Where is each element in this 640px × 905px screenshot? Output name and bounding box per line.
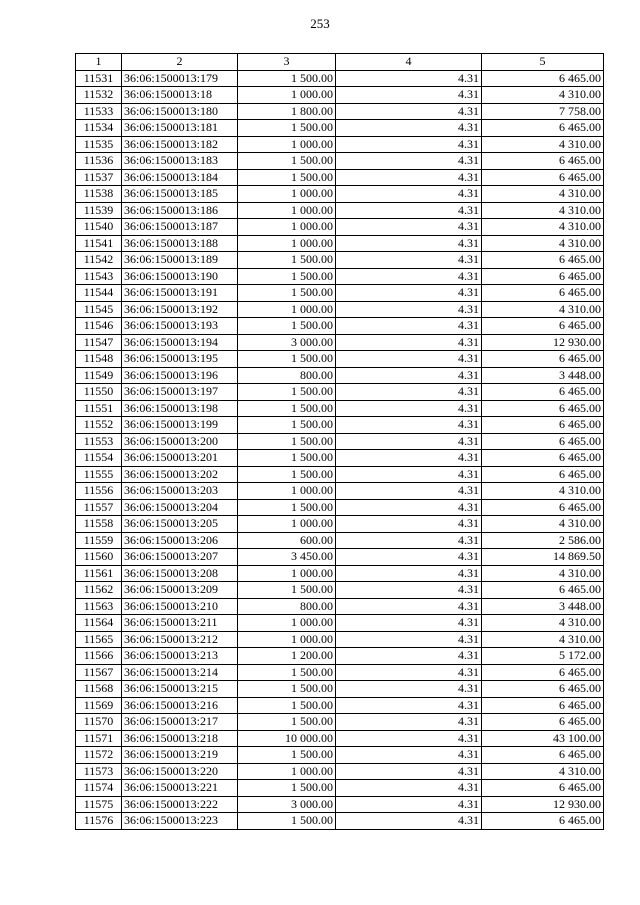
value-cell: 6 465.00 xyxy=(482,681,604,698)
cadastral-number-cell: 36:06:1500013:179 xyxy=(122,70,238,87)
row-number-cell: 11553 xyxy=(76,433,122,450)
row-number-cell: 11535 xyxy=(76,136,122,153)
rate-cell: 4.31 xyxy=(336,136,482,153)
value-cell: 6 465.00 xyxy=(482,664,604,681)
rate-cell: 4.31 xyxy=(336,549,482,566)
row-number-cell: 11547 xyxy=(76,334,122,351)
rate-cell: 4.31 xyxy=(336,516,482,533)
table-row xyxy=(76,334,604,351)
row-number-cell: 11560 xyxy=(76,549,122,566)
value-cell: 6 465.00 xyxy=(482,417,604,434)
rate-cell: 4.31 xyxy=(336,351,482,368)
cadastral-number-cell: 36:06:1500013:196 xyxy=(122,367,238,384)
table-row xyxy=(76,351,604,368)
table-row xyxy=(76,763,604,780)
area-cell: 1 500.00 xyxy=(238,70,336,87)
rate-cell: 4.31 xyxy=(336,268,482,285)
cadastral-number-cell: 36:06:1500013:222 xyxy=(122,796,238,813)
rate-cell: 4.31 xyxy=(336,433,482,450)
table-row xyxy=(76,681,604,698)
value-cell: 4 310.00 xyxy=(482,301,604,318)
rate-cell: 4.31 xyxy=(336,631,482,648)
table-row xyxy=(76,598,604,615)
table-row xyxy=(76,202,604,219)
row-number-cell: 11548 xyxy=(76,351,122,368)
table-row xyxy=(76,780,604,797)
rate-cell: 4.31 xyxy=(336,664,482,681)
row-number-cell: 11559 xyxy=(76,532,122,549)
cadastral-number-cell: 36:06:1500013:206 xyxy=(122,532,238,549)
row-number-cell: 11572 xyxy=(76,747,122,764)
area-cell: 1 500.00 xyxy=(238,384,336,401)
cadastral-number-cell: 36:06:1500013:202 xyxy=(122,466,238,483)
cadastral-number-cell: 36:06:1500013:219 xyxy=(122,747,238,764)
area-cell: 1 500.00 xyxy=(238,714,336,731)
rate-cell: 4.31 xyxy=(336,169,482,186)
cadastral-number-cell: 36:06:1500013:183 xyxy=(122,153,238,170)
area-cell: 3 000.00 xyxy=(238,334,336,351)
row-number-cell: 11546 xyxy=(76,318,122,335)
table-row xyxy=(76,813,604,830)
value-cell: 7 758.00 xyxy=(482,103,604,120)
area-cell: 1 000.00 xyxy=(238,763,336,780)
cadastral-number-cell: 36:06:1500013:186 xyxy=(122,202,238,219)
row-number-cell: 11543 xyxy=(76,268,122,285)
value-cell: 6 465.00 xyxy=(482,285,604,302)
rate-cell: 4.31 xyxy=(336,697,482,714)
rate-cell: 4.31 xyxy=(336,466,482,483)
value-cell: 4 310.00 xyxy=(482,219,604,236)
value-cell: 6 465.00 xyxy=(482,450,604,467)
cadastral-number-cell: 36:06:1500013:185 xyxy=(122,186,238,203)
area-cell: 1 500.00 xyxy=(238,417,336,434)
column-header: 4 xyxy=(336,54,482,71)
value-cell: 4 310.00 xyxy=(482,631,604,648)
area-cell: 1 500.00 xyxy=(238,252,336,269)
value-cell: 12 930.00 xyxy=(482,334,604,351)
rate-cell: 4.31 xyxy=(336,235,482,252)
table-row xyxy=(76,384,604,401)
area-cell: 1 500.00 xyxy=(238,466,336,483)
row-number-cell: 11562 xyxy=(76,582,122,599)
area-cell: 800.00 xyxy=(238,367,336,384)
value-cell: 6 465.00 xyxy=(482,499,604,516)
rate-cell: 4.31 xyxy=(336,384,482,401)
table-row xyxy=(76,714,604,731)
row-number-cell: 11558 xyxy=(76,516,122,533)
area-cell: 1 000.00 xyxy=(238,483,336,500)
cadastral-number-cell: 36:06:1500013:217 xyxy=(122,714,238,731)
rate-cell: 4.31 xyxy=(336,285,482,302)
table-row xyxy=(76,417,604,434)
area-cell: 1 000.00 xyxy=(238,136,336,153)
cadastral-number-cell: 36:06:1500013:187 xyxy=(122,219,238,236)
table-row xyxy=(76,747,604,764)
table-row xyxy=(76,252,604,269)
value-cell: 4 310.00 xyxy=(482,235,604,252)
table-row xyxy=(76,615,604,632)
cadastral-number-cell: 36:06:1500013:223 xyxy=(122,813,238,830)
area-cell: 1 000.00 xyxy=(238,301,336,318)
cadastral-number-cell: 36:06:1500013:220 xyxy=(122,763,238,780)
cadastral-number-cell: 36:06:1500013:193 xyxy=(122,318,238,335)
row-number-cell: 11557 xyxy=(76,499,122,516)
table-row xyxy=(76,664,604,681)
area-cell: 1 500.00 xyxy=(238,433,336,450)
area-cell: 1 000.00 xyxy=(238,202,336,219)
value-cell: 6 465.00 xyxy=(482,252,604,269)
cadastral-number-cell: 36:06:1500013:218 xyxy=(122,730,238,747)
value-cell: 4 310.00 xyxy=(482,202,604,219)
value-cell: 6 465.00 xyxy=(482,318,604,335)
cadastral-number-cell: 36:06:1500013:210 xyxy=(122,598,238,615)
rate-cell: 4.31 xyxy=(336,400,482,417)
rate-cell: 4.31 xyxy=(336,780,482,797)
table-row xyxy=(76,796,604,813)
area-cell: 1 000.00 xyxy=(238,235,336,252)
cadastral-number-cell: 36:06:1500013:181 xyxy=(122,120,238,137)
area-cell: 1 000.00 xyxy=(238,219,336,236)
value-cell: 4 310.00 xyxy=(482,87,604,104)
rate-cell: 4.31 xyxy=(336,153,482,170)
cadastral-number-cell: 36:06:1500013:18 xyxy=(122,87,238,104)
rate-cell: 4.31 xyxy=(336,301,482,318)
value-cell: 6 465.00 xyxy=(482,384,604,401)
cadastral-number-cell: 36:06:1500013:198 xyxy=(122,400,238,417)
value-cell: 6 465.00 xyxy=(482,582,604,599)
table-row xyxy=(76,219,604,236)
value-cell: 4 310.00 xyxy=(482,516,604,533)
table-row xyxy=(76,549,604,566)
value-cell: 2 586.00 xyxy=(482,532,604,549)
cadastral-number-cell: 36:06:1500013:204 xyxy=(122,499,238,516)
row-number-cell: 11552 xyxy=(76,417,122,434)
value-cell: 3 448.00 xyxy=(482,367,604,384)
value-cell: 6 465.00 xyxy=(482,153,604,170)
rate-cell: 4.31 xyxy=(336,202,482,219)
table-row xyxy=(76,730,604,747)
value-cell: 6 465.00 xyxy=(482,70,604,87)
cadastral-number-cell: 36:06:1500013:203 xyxy=(122,483,238,500)
value-cell: 4 310.00 xyxy=(482,615,604,632)
area-cell: 1 000.00 xyxy=(238,565,336,582)
table-row xyxy=(76,631,604,648)
row-number-cell: 11575 xyxy=(76,796,122,813)
rate-cell: 4.31 xyxy=(336,532,482,549)
cadastral-number-cell: 36:06:1500013:208 xyxy=(122,565,238,582)
cadastral-number-cell: 36:06:1500013:211 xyxy=(122,615,238,632)
rate-cell: 4.31 xyxy=(336,252,482,269)
cadastral-number-cell: 36:06:1500013:180 xyxy=(122,103,238,120)
table-row xyxy=(76,103,604,120)
area-cell: 1 500.00 xyxy=(238,780,336,797)
area-cell: 1 000.00 xyxy=(238,615,336,632)
value-cell: 14 869.50 xyxy=(482,549,604,566)
value-cell: 4 310.00 xyxy=(482,763,604,780)
area-cell: 1 500.00 xyxy=(238,664,336,681)
row-number-cell: 11534 xyxy=(76,120,122,137)
area-cell: 1 500.00 xyxy=(238,285,336,302)
area-cell: 1 000.00 xyxy=(238,186,336,203)
cadastral-number-cell: 36:06:1500013:188 xyxy=(122,235,238,252)
value-cell: 6 465.00 xyxy=(482,780,604,797)
rate-cell: 4.31 xyxy=(336,87,482,104)
cadastral-number-cell: 36:06:1500013:182 xyxy=(122,136,238,153)
row-number-cell: 11571 xyxy=(76,730,122,747)
column-header: 3 xyxy=(238,54,336,71)
area-cell: 1 500.00 xyxy=(238,697,336,714)
area-cell: 1 500.00 xyxy=(238,169,336,186)
table-row xyxy=(76,400,604,417)
area-cell: 1 500.00 xyxy=(238,153,336,170)
row-number-cell: 11542 xyxy=(76,252,122,269)
row-number-cell: 11541 xyxy=(76,235,122,252)
row-number-cell: 11531 xyxy=(76,70,122,87)
row-number-cell: 11538 xyxy=(76,186,122,203)
cadastral-number-cell: 36:06:1500013:216 xyxy=(122,697,238,714)
row-number-cell: 11565 xyxy=(76,631,122,648)
rate-cell: 4.31 xyxy=(336,103,482,120)
row-number-cell: 11561 xyxy=(76,565,122,582)
cadastral-number-cell: 36:06:1500013:192 xyxy=(122,301,238,318)
area-cell: 1 500.00 xyxy=(238,450,336,467)
cadastral-number-cell: 36:06:1500013:209 xyxy=(122,582,238,599)
rate-cell: 4.31 xyxy=(336,747,482,764)
area-cell: 1 800.00 xyxy=(238,103,336,120)
value-cell: 6 465.00 xyxy=(482,714,604,731)
area-cell: 3 000.00 xyxy=(238,796,336,813)
table-row xyxy=(76,516,604,533)
value-cell: 6 465.00 xyxy=(482,400,604,417)
table-row xyxy=(76,648,604,665)
table-row xyxy=(76,169,604,186)
row-number-cell: 11539 xyxy=(76,202,122,219)
value-cell: 6 465.00 xyxy=(482,433,604,450)
value-cell: 4 310.00 xyxy=(482,186,604,203)
row-number-cell: 11567 xyxy=(76,664,122,681)
table-row xyxy=(76,367,604,384)
rate-cell: 4.31 xyxy=(336,367,482,384)
area-cell: 1 500.00 xyxy=(238,813,336,830)
area-cell: 1 500.00 xyxy=(238,499,336,516)
row-number-cell: 11564 xyxy=(76,615,122,632)
area-cell: 800.00 xyxy=(238,598,336,615)
value-cell: 6 465.00 xyxy=(482,466,604,483)
cadastral-number-cell: 36:06:1500013:215 xyxy=(122,681,238,698)
value-cell: 6 465.00 xyxy=(482,813,604,830)
area-cell: 1 500.00 xyxy=(238,681,336,698)
value-cell: 6 465.00 xyxy=(482,268,604,285)
table-row xyxy=(76,483,604,500)
row-number-cell: 11573 xyxy=(76,763,122,780)
area-cell: 10 000.00 xyxy=(238,730,336,747)
value-cell: 6 465.00 xyxy=(482,351,604,368)
column-header: 5 xyxy=(482,54,604,71)
table-row xyxy=(76,87,604,104)
rate-cell: 4.31 xyxy=(336,714,482,731)
rate-cell: 4.31 xyxy=(336,730,482,747)
cadastral-number-cell: 36:06:1500013:199 xyxy=(122,417,238,434)
area-cell: 1 200.00 xyxy=(238,648,336,665)
area-cell: 1 000.00 xyxy=(238,87,336,104)
table-row xyxy=(76,582,604,599)
row-number-cell: 11568 xyxy=(76,681,122,698)
cadastral-number-cell: 36:06:1500013:205 xyxy=(122,516,238,533)
rate-cell: 4.31 xyxy=(336,763,482,780)
area-cell: 1 000.00 xyxy=(238,631,336,648)
area-cell: 1 500.00 xyxy=(238,400,336,417)
rate-cell: 4.31 xyxy=(336,450,482,467)
row-number-cell: 11549 xyxy=(76,367,122,384)
area-cell: 1 500.00 xyxy=(238,582,336,599)
area-cell: 1 500.00 xyxy=(238,351,336,368)
rate-cell: 4.31 xyxy=(336,334,482,351)
value-cell: 12 930.00 xyxy=(482,796,604,813)
value-cell: 6 465.00 xyxy=(482,747,604,764)
area-cell: 3 450.00 xyxy=(238,549,336,566)
value-cell: 6 465.00 xyxy=(482,169,604,186)
land-parcel-table xyxy=(75,53,604,830)
row-number-cell: 11550 xyxy=(76,384,122,401)
rate-cell: 4.31 xyxy=(336,813,482,830)
value-cell: 5 172.00 xyxy=(482,648,604,665)
table-row xyxy=(76,433,604,450)
table-row xyxy=(76,565,604,582)
rate-cell: 4.31 xyxy=(336,796,482,813)
row-number-cell: 11570 xyxy=(76,714,122,731)
cadastral-number-cell: 36:06:1500013:197 xyxy=(122,384,238,401)
row-number-cell: 11536 xyxy=(76,153,122,170)
rate-cell: 4.31 xyxy=(336,120,482,137)
rate-cell: 4.31 xyxy=(336,615,482,632)
value-cell: 43 100.00 xyxy=(482,730,604,747)
value-cell: 4 310.00 xyxy=(482,483,604,500)
cadastral-number-cell: 36:06:1500013:200 xyxy=(122,433,238,450)
cadastral-number-cell: 36:06:1500013:189 xyxy=(122,252,238,269)
row-number-cell: 11556 xyxy=(76,483,122,500)
cadastral-number-cell: 36:06:1500013:191 xyxy=(122,285,238,302)
cadastral-number-cell: 36:06:1500013:213 xyxy=(122,648,238,665)
cadastral-number-cell: 36:06:1500013:221 xyxy=(122,780,238,797)
table-row xyxy=(76,153,604,170)
table-row xyxy=(76,235,604,252)
table-row xyxy=(76,532,604,549)
table-row xyxy=(76,697,604,714)
column-header: 2 xyxy=(122,54,238,71)
table-row xyxy=(76,285,604,302)
row-number-cell: 11555 xyxy=(76,466,122,483)
row-number-cell: 11576 xyxy=(76,813,122,830)
rate-cell: 4.31 xyxy=(336,186,482,203)
rate-cell: 4.31 xyxy=(336,219,482,236)
rate-cell: 4.31 xyxy=(336,318,482,335)
table-body xyxy=(76,70,604,829)
cadastral-number-cell: 36:06:1500013:195 xyxy=(122,351,238,368)
value-cell: 3 448.00 xyxy=(482,598,604,615)
area-cell: 600.00 xyxy=(238,532,336,549)
area-cell: 1 500.00 xyxy=(238,120,336,137)
table-header-row xyxy=(76,54,604,71)
area-cell: 1 500.00 xyxy=(238,318,336,335)
area-cell: 1 500.00 xyxy=(238,747,336,764)
table-row xyxy=(76,466,604,483)
column-header: 1 xyxy=(76,54,122,71)
table-row xyxy=(76,499,604,516)
row-number-cell: 11554 xyxy=(76,450,122,467)
table-row xyxy=(76,268,604,285)
rate-cell: 4.31 xyxy=(336,582,482,599)
table-row xyxy=(76,318,604,335)
value-cell: 6 465.00 xyxy=(482,697,604,714)
row-number-cell: 11551 xyxy=(76,400,122,417)
cadastral-number-cell: 36:06:1500013:194 xyxy=(122,334,238,351)
rate-cell: 4.31 xyxy=(336,681,482,698)
row-number-cell: 11569 xyxy=(76,697,122,714)
value-cell: 6 465.00 xyxy=(482,120,604,137)
rate-cell: 4.31 xyxy=(336,499,482,516)
rate-cell: 4.31 xyxy=(336,648,482,665)
row-number-cell: 11533 xyxy=(76,103,122,120)
table-row xyxy=(76,186,604,203)
cadastral-number-cell: 36:06:1500013:207 xyxy=(122,549,238,566)
table-row xyxy=(76,120,604,137)
table-row xyxy=(76,450,604,467)
row-number-cell: 11574 xyxy=(76,780,122,797)
row-number-cell: 11532 xyxy=(76,87,122,104)
value-cell: 4 310.00 xyxy=(482,136,604,153)
row-number-cell: 11537 xyxy=(76,169,122,186)
table-row xyxy=(76,136,604,153)
table-row xyxy=(76,70,604,87)
cadastral-number-cell: 36:06:1500013:201 xyxy=(122,450,238,467)
cadastral-number-cell: 36:06:1500013:214 xyxy=(122,664,238,681)
cadastral-number-cell: 36:06:1500013:190 xyxy=(122,268,238,285)
page-number: 253 xyxy=(310,16,330,31)
value-cell: 4 310.00 xyxy=(482,565,604,582)
rate-cell: 4.31 xyxy=(336,70,482,87)
row-number-cell: 11566 xyxy=(76,648,122,665)
rate-cell: 4.31 xyxy=(336,483,482,500)
row-number-cell: 11540 xyxy=(76,219,122,236)
cadastral-number-cell: 36:06:1500013:184 xyxy=(122,169,238,186)
cadastral-number-cell: 36:06:1500013:212 xyxy=(122,631,238,648)
row-number-cell: 11544 xyxy=(76,285,122,302)
rate-cell: 4.31 xyxy=(336,417,482,434)
rate-cell: 4.31 xyxy=(336,565,482,582)
rate-cell: 4.31 xyxy=(336,598,482,615)
table-row xyxy=(76,301,604,318)
row-number-cell: 11563 xyxy=(76,598,122,615)
area-cell: 1 000.00 xyxy=(238,516,336,533)
row-number-cell: 11545 xyxy=(76,301,122,318)
area-cell: 1 500.00 xyxy=(238,268,336,285)
